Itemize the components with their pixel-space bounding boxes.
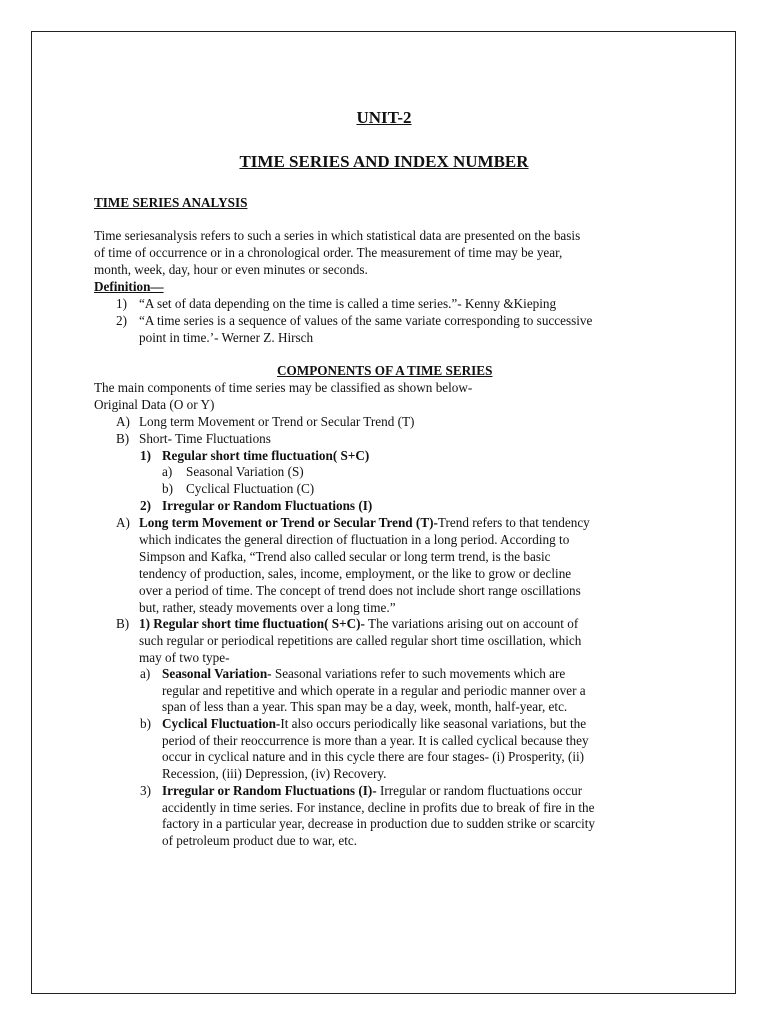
detail-b-first-line xyxy=(139,615,578,632)
detail-seasonal-line: regular and repetitive and which operate in a regular and periodic manner over a xyxy=(162,683,586,698)
outline-b1-text: Regular short time fluctuation( S+C) xyxy=(162,448,370,463)
detail-a-line: over a period of time. The concept of trend does not include short range oscillations xyxy=(139,583,581,598)
section-title-components: COMPONENTS OF A TIME SERIES xyxy=(277,363,493,378)
detail-seasonal-line: span of less than a year. This span may be a day, week, month, half-year, etc. xyxy=(162,699,568,714)
outline-b1a-text: Seasonal Variation (S) xyxy=(186,464,304,479)
section-title-time-series-analysis: TIME SERIES ANALYSIS xyxy=(94,195,248,210)
detail-irregular-first-rest: Irregular or random fluctuations occur xyxy=(376,783,583,798)
definition-2-line-2: point in time.’- Werner Z. Hirsch xyxy=(139,330,314,345)
original-data-label: Original Data (O or Y) xyxy=(94,397,215,412)
components-intro: The main components of time series may be classified as shown below- xyxy=(94,380,473,395)
detail-seasonal-number: a) xyxy=(140,666,151,681)
detail-b-number: B) xyxy=(116,616,130,631)
definition-2-number: 2) xyxy=(116,313,127,328)
detail-irregular-first-line xyxy=(162,782,582,799)
detail-cyclical-first-line xyxy=(162,715,586,732)
detail-irregular-line: of petroleum product due to war, etc. xyxy=(162,833,358,848)
detail-b-line: such regular or periodical repetitions are called regular short time oscillation, which xyxy=(139,633,582,648)
detail-irregular-heading: Irregular or Random Fluctuations (I)- xyxy=(162,783,377,798)
outline-b-text: Short- Time Fluctuations xyxy=(139,431,271,446)
detail-a-line: which indicates the general direction of fluctuation in a long period. According to xyxy=(139,532,570,547)
outline-b1b-text: Cyclical Fluctuation (C) xyxy=(186,481,315,496)
detail-irregular-number: 3) xyxy=(140,783,151,798)
outline-b1b-number: b) xyxy=(162,481,173,496)
detail-cyclical-heading: Cyclical Fluctuation- xyxy=(162,716,281,731)
detail-a-number: A) xyxy=(116,515,130,530)
intro-line-2: of time of occurrence or in a chronological order. The measurement of time may be year, xyxy=(94,245,563,260)
outline-b1-number: 1) xyxy=(140,448,151,463)
intro-line-1: Time seriesanalysis refers to such a series in which statistical data are presented on the basis xyxy=(94,228,581,243)
outline-b-number: B) xyxy=(116,431,130,446)
detail-a-line: but, rather, steady movements over a long time.” xyxy=(139,600,396,615)
detail-seasonal-first-rest: Seasonal variations refer to such movements which are xyxy=(271,666,566,681)
detail-a-heading: Long term Movement or Trend or Secular Trend (T)- xyxy=(139,515,438,530)
outline-a-number: A) xyxy=(116,414,130,429)
detail-b-line: may of two type- xyxy=(139,650,230,665)
detail-cyclical-line: Recession, (iii) Depression, (iv) Recovery. xyxy=(162,766,387,781)
outline-b1a-number: a) xyxy=(162,464,173,479)
detail-a-line: Simpson and Kafka, “Trend also called secular or long term trend, is the basic xyxy=(139,549,551,564)
detail-cyclical-first-rest: It also occurs periodically like seasonal variations, but the xyxy=(280,716,587,731)
outline-b2-text: Irregular or Random Fluctuations (I) xyxy=(162,498,373,513)
detail-irregular-line: factory in a particular year, decrease in production due to sudden strike or scarcity xyxy=(162,816,596,831)
definition-1-number: 1) xyxy=(116,296,127,311)
definition-2-line-1: “A time series is a sequence of values of the same variate corresponding to successive xyxy=(139,313,593,328)
detail-b-first-rest: The variations arising out on account of xyxy=(364,616,579,631)
main-title: TIME SERIES AND INDEX NUMBER xyxy=(239,152,529,171)
outline-b2-number: 2) xyxy=(140,498,151,513)
detail-a-line: tendency of production, sales, income, employment, or the like to grow or decline xyxy=(139,566,572,581)
intro-line-3: month, week, day, hour or even minutes or seconds. xyxy=(94,262,368,277)
detail-b-heading: 1) Regular short time fluctuation( S+C)- xyxy=(139,616,365,631)
detail-cyclical-number: b) xyxy=(140,716,151,731)
detail-irregular-line: accidently in time series. For instance, decline in profits due to break of fire in the xyxy=(162,800,595,815)
unit-heading: UNIT-2 xyxy=(356,108,412,127)
definition-1-text: “A set of data depending on the time is called a time series.”- Kenny &Kieping xyxy=(139,296,557,311)
detail-seasonal-first-line xyxy=(162,665,565,682)
outline-a-text: Long term Movement or Trend or Secular Trend (T) xyxy=(139,414,415,429)
detail-a-first-line xyxy=(139,514,590,531)
detail-seasonal-heading: Seasonal Variation- xyxy=(162,666,272,681)
definition-label: Definition— xyxy=(94,279,164,294)
detail-a-first-rest: Trend refers to that tendency xyxy=(437,515,590,530)
page-border xyxy=(31,31,736,994)
detail-cyclical-line: period of their reoccurrence is more than a year. It is called cyclical because they xyxy=(162,733,589,748)
detail-cyclical-line: occur in cyclical nature and in this cycle there are four stages- (i) Prosperity, (ii) xyxy=(162,749,585,764)
